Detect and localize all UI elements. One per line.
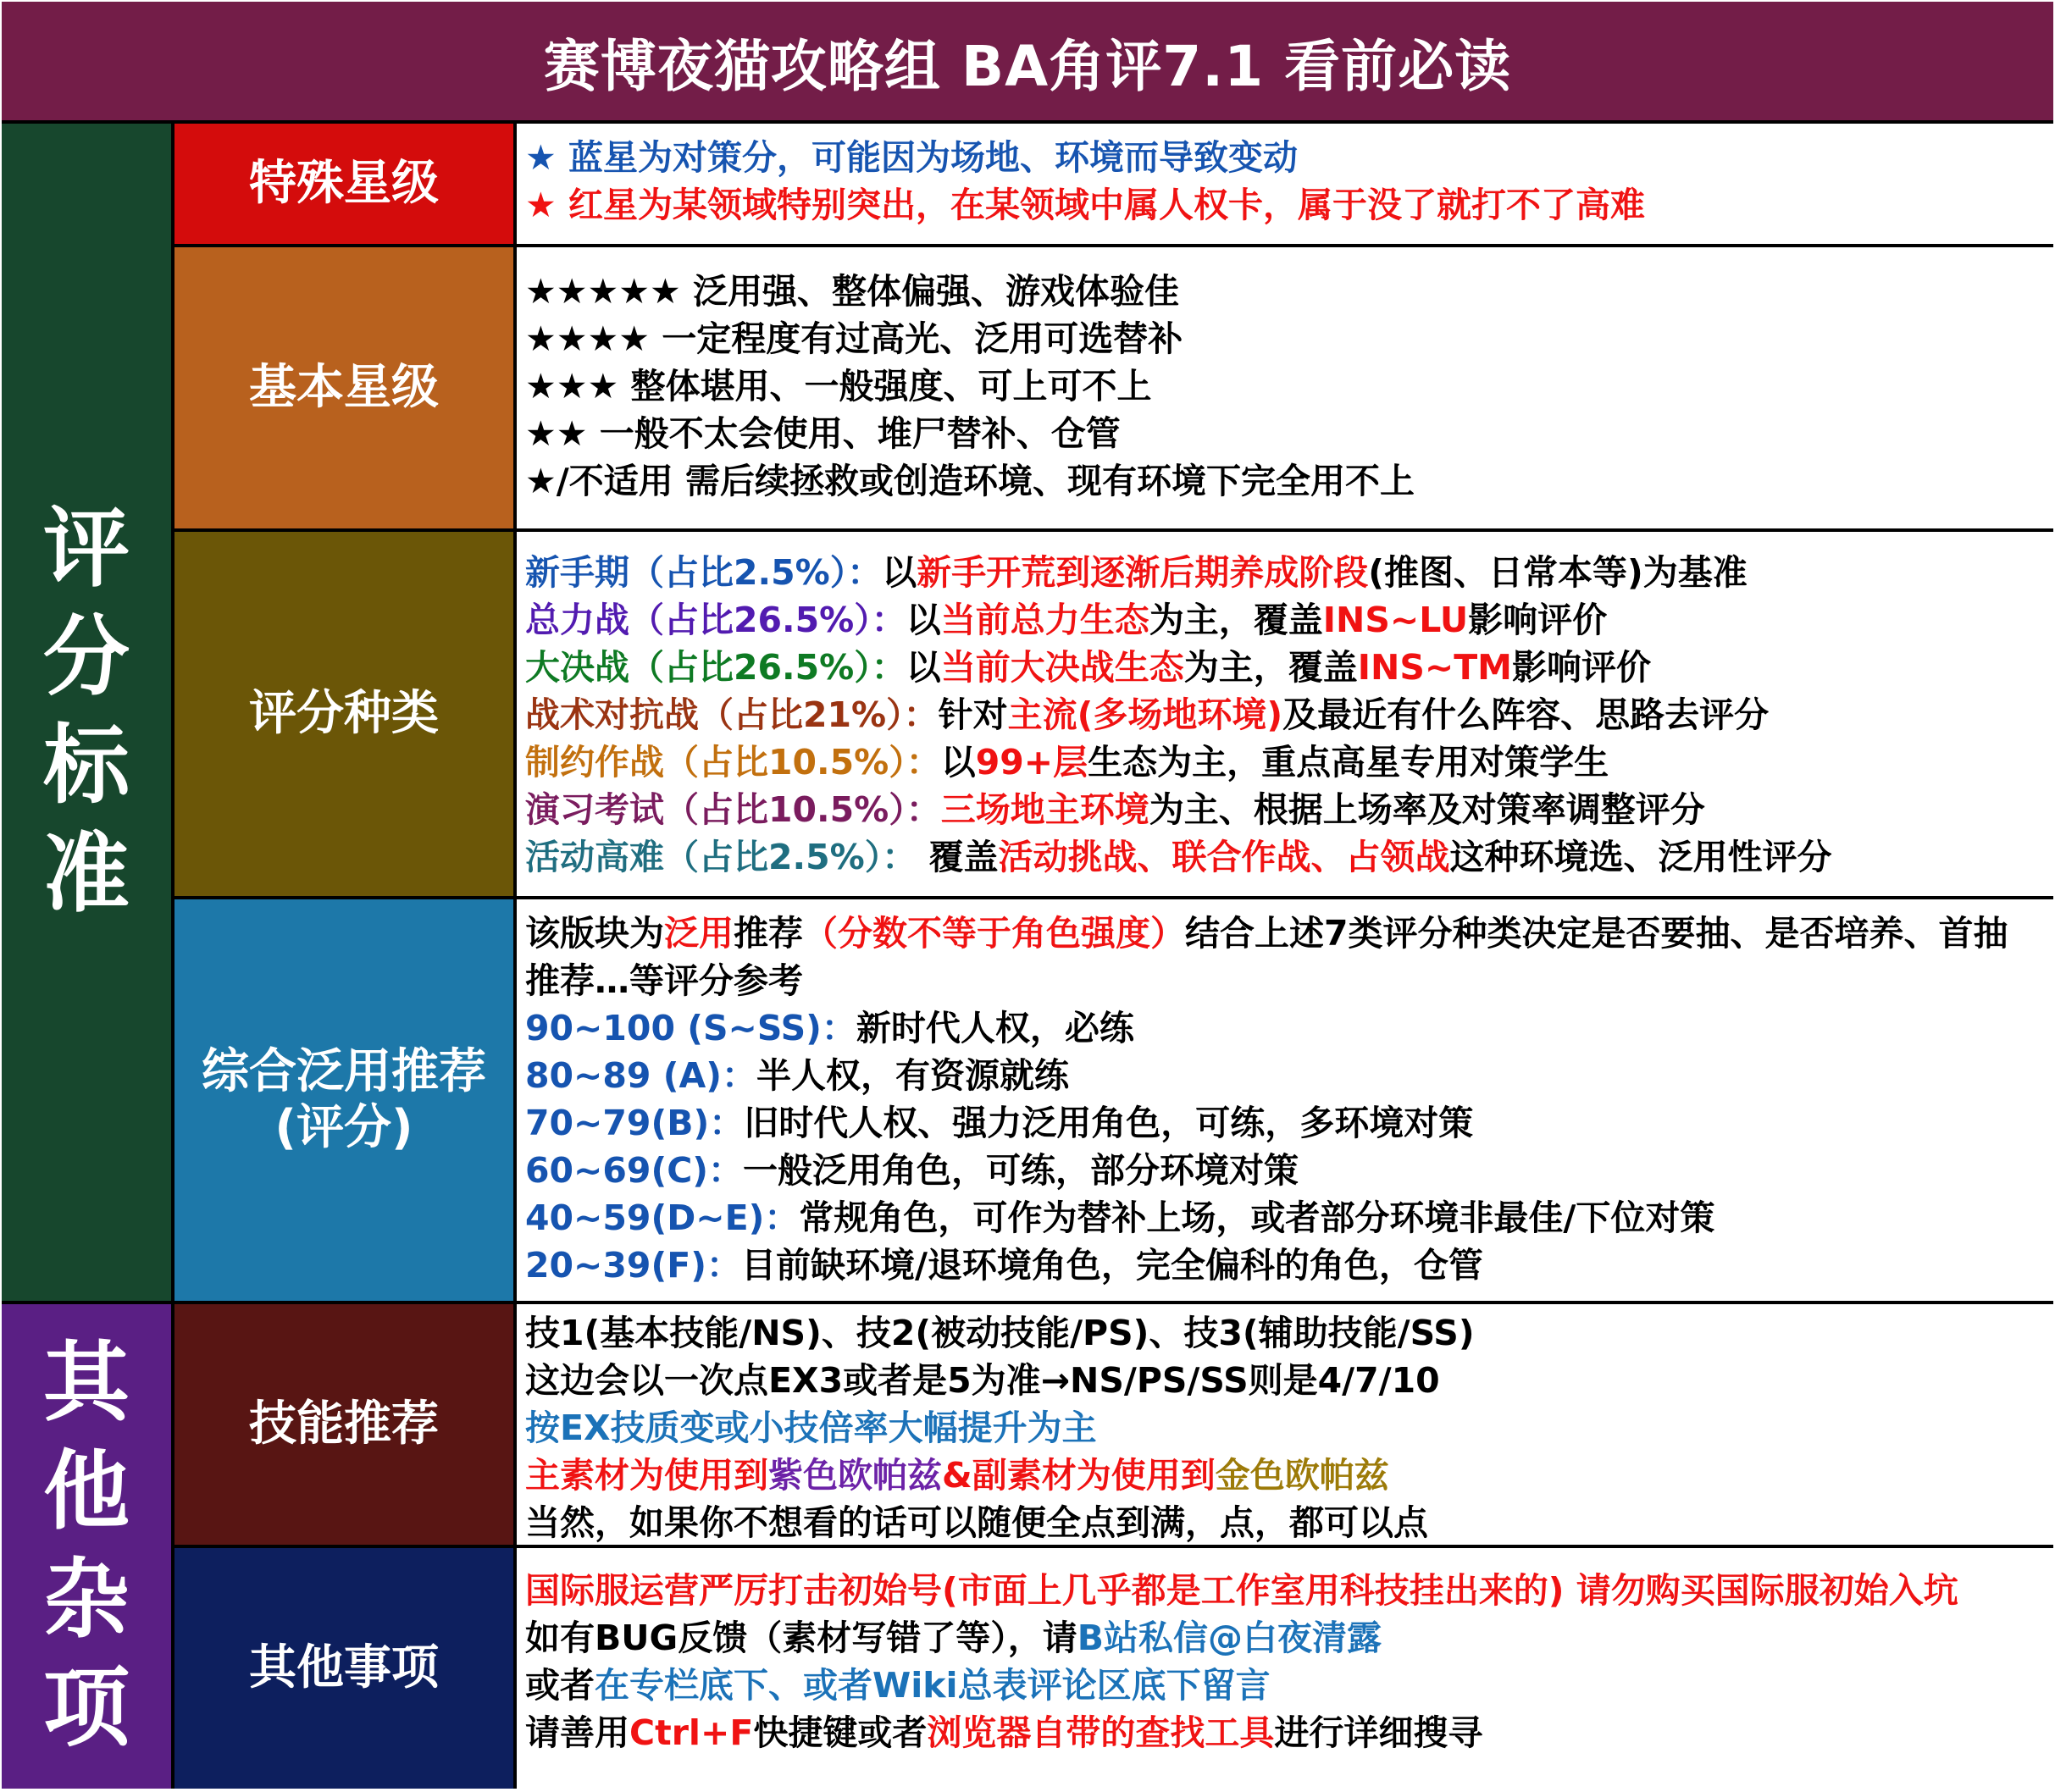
text-segment: 请善用: [525, 1712, 629, 1753]
label-line: 其他事项: [249, 1640, 439, 1695]
text-segment: 及最近有什么阵容、思路去评分: [1282, 694, 1770, 735]
section-label-other-notes: [174, 1548, 513, 1789]
text-segment: 70~79(B)：: [525, 1103, 745, 1143]
label-line: 综合泛用推荐: [202, 1044, 486, 1099]
text-segment: 活动高难（占比2.5%）：: [525, 837, 917, 877]
text-segment: 一般泛用角色，可练，部分环境对策: [743, 1150, 1299, 1191]
content-line: [525, 362, 2053, 410]
content-line: [525, 1052, 2053, 1099]
text-segment: 新手开荒到逐渐后期养成阶段: [917, 552, 1369, 593]
section-label-rating-categories: [174, 532, 513, 896]
section-content-special-stars: [517, 124, 2053, 244]
text-segment: ★★ 一般不太会使用、堆尸替补、仓管: [525, 413, 1121, 454]
content-line: [525, 691, 2053, 738]
text-segment: INS~LU: [1322, 600, 1469, 640]
text-segment: ★★★ 整体堪用、一般强度、可上可不上: [525, 366, 1152, 407]
text-segment: （分数不等于角色强度）: [803, 913, 1185, 954]
section-content-rating-categories: [517, 532, 2053, 896]
text-segment: 活动挑战、联合作战、占领战: [998, 837, 1450, 877]
section-content-basic-stars: [517, 247, 2053, 528]
group-rating-criteria: [2, 124, 171, 1301]
text-segment: 这边会以一次点EX3或者是5为准→NS/PS/SS则是4/7/10: [525, 1360, 1440, 1401]
text-segment: 进行详细搜寻: [1274, 1712, 1483, 1753]
text-segment: 80~89 (A)：: [525, 1055, 756, 1096]
content-line: [525, 738, 2053, 786]
text-segment: 为主，覆盖: [1149, 600, 1323, 640]
text-segment: 当然，如果你不想看的话可以随便全点到满，点，都可以点: [525, 1502, 1428, 1543]
section-label-text: [249, 1397, 439, 1452]
text-segment: 制约作战（占比10.5%）：: [525, 742, 941, 783]
text-segment: 当前总力生态: [940, 600, 1149, 640]
text-segment: 主素材为使用到: [525, 1455, 768, 1496]
text-segment: (推图、日常本等)为基准: [1368, 552, 1748, 593]
group-char: 杂: [43, 1550, 130, 1651]
text-segment: 99+层: [975, 742, 1088, 783]
section-content-skill-recommendation: [517, 1304, 2053, 1545]
text-segment: 常规角色，可作为替补上场，或者部分环境非最佳/下位对策: [799, 1197, 1715, 1238]
content-line: [525, 549, 2053, 596]
section-label-text: [202, 1044, 486, 1156]
text-segment: 浏览器自带的查找工具: [927, 1712, 1275, 1753]
text-segment: 技1(基本技能/NS)、技2(被动技能/PS)、技3(辅助技能/SS): [525, 1313, 1475, 1353]
text-segment: 或者: [525, 1665, 595, 1706]
text-segment: 新手期（占比2.5%）：: [525, 552, 883, 593]
content-line: [525, 1452, 2053, 1499]
label-line: 特殊星级: [249, 156, 439, 211]
content-line: [525, 644, 2053, 691]
group-char: 分: [43, 607, 130, 708]
guide-table: [2, 2, 2053, 1789]
content-line: [525, 1499, 2053, 1545]
text-segment: 覆盖: [917, 837, 999, 877]
text-segment: 战术对抗战（占比21%）：: [525, 694, 939, 735]
text-segment: 泛用: [664, 913, 734, 954]
text-segment: 演习考试（占比10.5%）：: [525, 789, 941, 830]
content-line: [525, 910, 2053, 1004]
content-line: [525, 1709, 2053, 1756]
text-segment: 总力战（占比26.5%）：: [525, 600, 906, 640]
text-segment: 该版块为: [525, 913, 664, 954]
content-line: [525, 1357, 2053, 1404]
section-label-text: [249, 686, 439, 742]
text-segment: INS~TM: [1357, 647, 1512, 688]
text-segment: 主流(多场地环境): [1007, 694, 1283, 735]
text-segment: 以: [906, 600, 941, 640]
content-line: [525, 596, 2053, 644]
section-label-skill-recommendation: [174, 1304, 513, 1545]
text-segment: 以: [882, 552, 917, 593]
content-line: [525, 1242, 2053, 1289]
content-line: [525, 833, 2053, 881]
text-segment: 快捷键或者: [753, 1712, 928, 1753]
text-segment: 半人权，有资源就练: [756, 1055, 1069, 1096]
text-segment: 按EX技质变或小技倍率大幅提升为主: [525, 1408, 1097, 1448]
content-line: [525, 786, 2053, 833]
text-segment: 结合上述7类评分种类决定是否要抽、是否培养、首抽推荐…等评分参考: [525, 913, 2008, 1001]
text-segment: 推荐: [734, 913, 803, 954]
table-title: 赛博夜猫攻略组 BA角评7.1 看前必读: [2, 2, 2053, 120]
section-content-other-notes: [517, 1548, 2053, 1789]
group-char: 其: [43, 1333, 130, 1434]
label-line: 技能推荐: [249, 1397, 439, 1452]
group-other-items: [2, 1304, 171, 1789]
text-segment: 40~59(D~E)：: [525, 1197, 800, 1238]
section-label-text: [249, 156, 439, 212]
group-char: 评: [43, 499, 130, 600]
text-segment: 影响评价: [1468, 600, 1608, 640]
section-label-text: [249, 1640, 439, 1696]
content-line: [525, 1662, 2053, 1709]
text-segment: 三场地主环境: [940, 789, 1149, 830]
text-segment: 金色欧帕兹: [1215, 1455, 1389, 1496]
content-line: [525, 181, 2053, 229]
content-line: [525, 410, 2053, 457]
section-label-overall-recommendation: [174, 899, 513, 1301]
content-line: [525, 1309, 2053, 1357]
content-line: [525, 1099, 2053, 1147]
text-segment: ★ 红星为某领域特别突出，在某领域中属人权卡，属于没了就打不了高难: [525, 185, 1646, 225]
group-char: 他: [43, 1441, 130, 1542]
group-char: 项: [43, 1658, 130, 1759]
content-line: [525, 268, 2053, 315]
text-segment: 为主、根据上场率及对策率调整评分: [1149, 789, 1705, 830]
text-segment: 90~100 (S~SS)：: [525, 1008, 856, 1048]
text-segment: 以: [940, 742, 976, 783]
section-content-overall-recommendation: [517, 899, 2053, 1301]
content-line: [525, 1614, 2053, 1662]
text-segment: 紫色欧帕兹: [768, 1455, 942, 1496]
group-char: 标: [43, 716, 130, 816]
text-segment: 目前缺环境/退环境角色，完全偏科的角色，仓管: [740, 1245, 1483, 1286]
text-segment: ★★★★ 一定程度有过高光、泛用可选替补: [525, 318, 1183, 359]
text-segment: 20~39(F)：: [525, 1245, 741, 1286]
text-segment: ★★★★★ 泛用强、整体偏强、游戏体验佳: [525, 271, 1180, 312]
text-segment: Ctrl+F: [629, 1712, 754, 1753]
text-segment: 新时代人权，必练: [856, 1008, 1134, 1048]
text-segment: ★/不适用 需后续拯救或创造环境、现有环境下完全用不上: [525, 461, 1415, 501]
label-line: 基本星级: [249, 360, 439, 415]
text-segment: 国际服运营严厉打击初始号(市面上几乎都是工作室用科技挂出来的) 请勿购买国际服初始入坑: [525, 1570, 1958, 1611]
text-segment: 生态为主，重点高星专用对策学生: [1088, 742, 1609, 783]
content-line: [525, 1194, 2053, 1242]
content-line: [525, 1567, 2053, 1614]
content-line: [525, 457, 2053, 505]
text-segment: 旧时代人权、强力泛用角色，可练，多环境对策: [744, 1103, 1474, 1143]
text-segment: 针对: [938, 694, 1008, 735]
section-label-text: [249, 360, 439, 416]
text-segment: 这种环境选、泛用性评分: [1449, 837, 1832, 877]
content-line: [525, 1404, 2053, 1452]
text-segment: 为主，覆盖: [1183, 647, 1358, 688]
text-segment: 如有BUG反馈（素材写错了等），请: [525, 1618, 1077, 1658]
text-segment: 当前大决战生态: [940, 647, 1184, 688]
content-line: [525, 134, 2053, 181]
text-segment: 大决战（占比26.5%）：: [525, 647, 906, 688]
section-label-basic-stars: [174, 247, 513, 528]
content-line: [525, 1147, 2053, 1194]
text-segment: &副素材为使用到: [942, 1455, 1216, 1496]
text-segment: 影响评价: [1511, 647, 1651, 688]
text-segment: 在专栏底下、或者Wiki总表评论区底下留言: [595, 1665, 1271, 1706]
content-line: [525, 1004, 2053, 1052]
section-label-special-stars: [174, 124, 513, 244]
text-segment: 60~69(C)：: [525, 1150, 744, 1191]
text-segment: 以: [906, 647, 941, 688]
label-line: 评分种类: [249, 686, 439, 741]
content-line: [525, 315, 2053, 362]
group-char: 准: [43, 824, 130, 925]
text-segment: ★ 蓝星为对策分，可能因为场地、环境而导致变动: [525, 137, 1299, 178]
text-segment: B站私信@白夜清露: [1077, 1618, 1382, 1658]
label-line: (评分): [274, 1100, 413, 1155]
